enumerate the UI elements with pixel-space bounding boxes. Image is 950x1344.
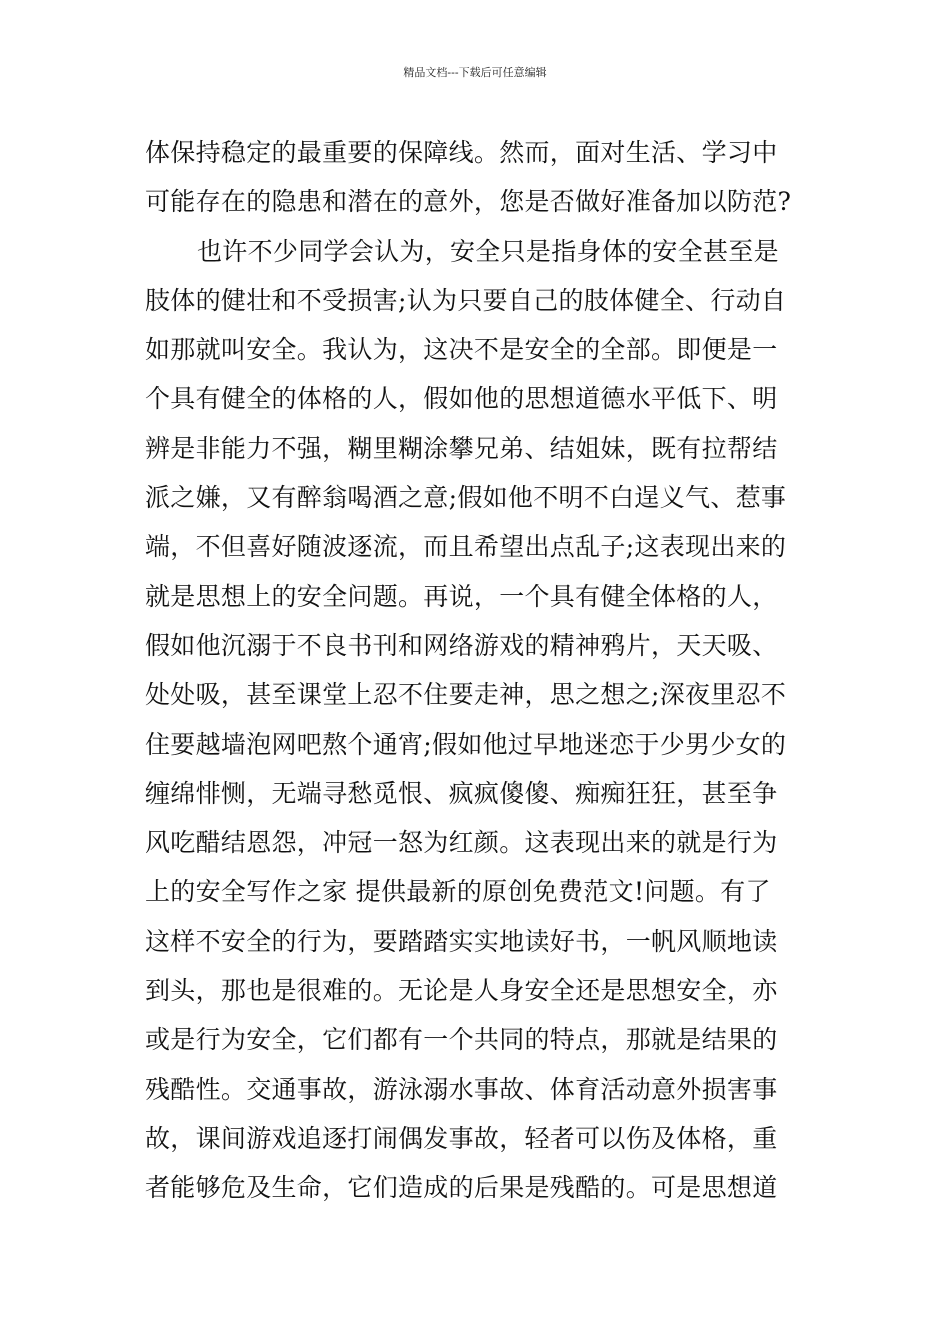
document-body: [145, 128, 810, 1213]
text-line: 到头，那也是很难的。无论是人身安全还是思想安全，亦: [145, 976, 778, 1006]
text-line: 风吃醋结恩怨，冲冠一怒为红颜。这表现出来的就是行为: [145, 828, 778, 858]
text-line: 可能存在的隐患和潜在的意外，您是否做好准备加以防范?: [145, 187, 792, 217]
text-line: 这样不安全的行为，要踏踏实实地读好书，一帆风顺地读: [145, 926, 778, 956]
text-line: 缠绵悱恻，无端寻愁觅恨、疯疯傻傻、痴痴狂狂，甚至争: [145, 778, 778, 808]
text-line: 如那就叫安全。我认为，这决不是安全的全部。即便是一: [145, 335, 778, 365]
text-line: 或是行为安全，它们都有一个共同的特点，那就是结果的: [145, 1025, 778, 1055]
text-line: 假如他沉溺于不良书刊和网络游戏的精神鸦片，天天吸、: [145, 630, 778, 660]
text-line: 个具有健全的体格的人，假如他的思想道德水平低下、明: [145, 384, 778, 414]
text-line: 派之嫌，又有醉翁喝酒之意;假如他不明不白逞义气、惹事: [145, 483, 787, 513]
text-line: 就是思想上的安全问题。再说，一个具有健全体格的人，: [145, 581, 778, 611]
text-line: 残酷性。交通事故，游泳溺水事故、体育活动意外损害事: [145, 1074, 778, 1104]
page-header: 精品文档---下载后可任意编辑: [403, 66, 547, 79]
text-line: 肢体的健壮和不受损害;认为只要自己的肢体健全、行动自: [145, 285, 787, 315]
text-line: 处处吸，甚至课堂上忍不住要走神，思之想之;深夜里忍不: [145, 680, 787, 710]
text-line: 者能够危及生命，它们造成的后果是残酷的。可是思想道: [145, 1173, 778, 1203]
text-line: 也许不少同学会认为，安全只是指身体的安全甚至是: [197, 236, 779, 266]
text-line: 体保持稳定的最重要的保障线。然而，面对生活、学习中: [145, 138, 778, 167]
text-line: 端，不但喜好随波逐流，而且希望出点乱子;这表现出来的: [145, 532, 787, 562]
text-line: 故，课间游戏追逐打闹偶发事故，轻者可以伤及体格，重: [145, 1123, 778, 1153]
text-line: 住要越墙泡网吧熬个通宵;假如他过早地迷恋于少男少女的: [145, 729, 787, 759]
text-line: 上的安全写作之家 提供最新的原创免费范文!问题。有了: [145, 877, 771, 907]
text-line: 辨是非能力不强，糊里糊涂攀兄弟、结姐妹，既有拉帮结: [145, 433, 778, 463]
